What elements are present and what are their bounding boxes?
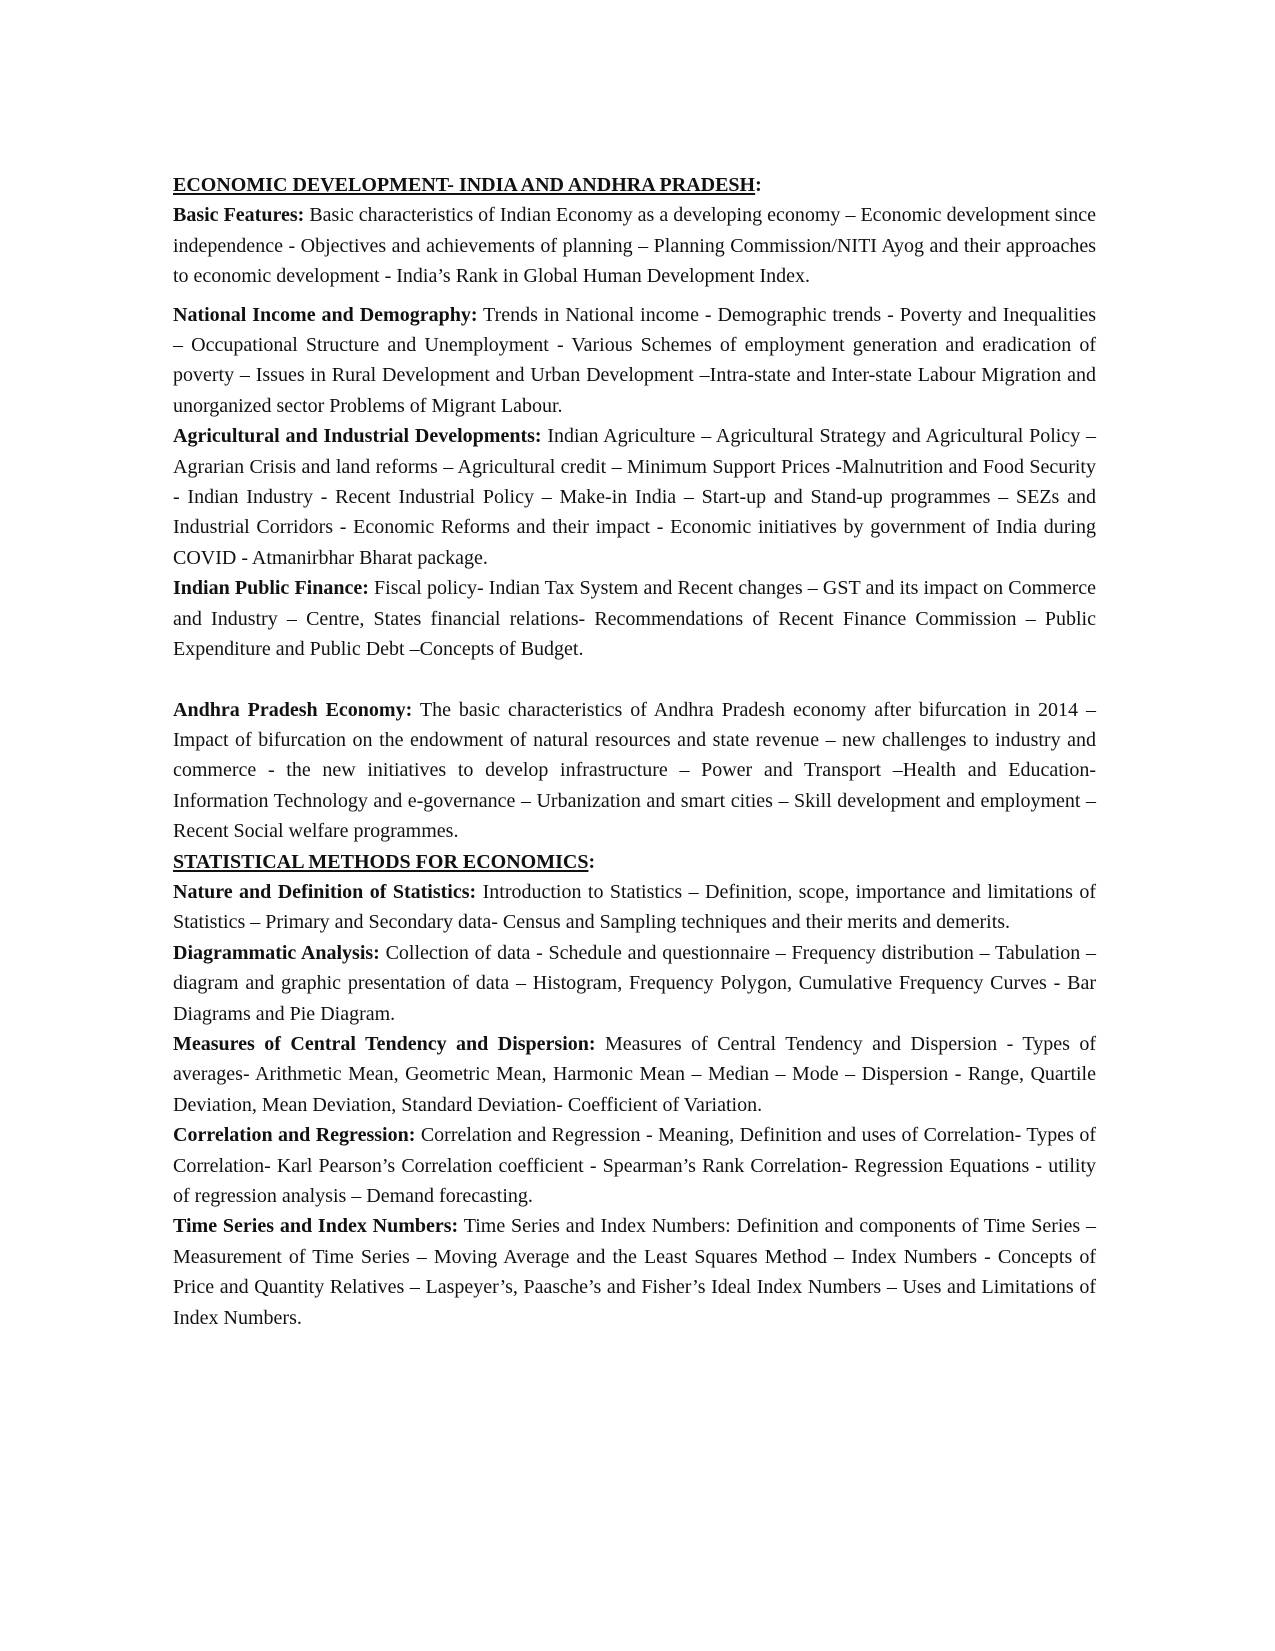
section-heading-text: ECONOMIC DEVELOPMENT- INDIA AND ANDHRA PRADESH [173,174,756,196]
paragraph-agricultural-industrial [173,421,1096,573]
paragraph-text: Indian Agriculture – Agricultural Strategy and Agricultural Policy – Agrarian Crisis and land reforms – Agricultural credit – Minimum Support Prices -Malnutrition and Food Security - Indian Industry - Recent Industrial Policy – Make-in India – Start-up and Stand-up programmes – SEZs and Industrial Corridors - Economic Reforms and their impact - Economic initiatives by government of India during COVID - Atmanirbhar Bharat package. [173,425,1097,569]
paragraph-label: National Income and Demography: [173,303,478,326]
paragraph-time-series-index-numbers [173,1211,1096,1333]
paragraph-diagrammatic-analysis [173,938,1096,1029]
section-heading-economic-development [173,170,1096,200]
section-heading-text: STATISTICAL METHODS FOR ECONOMICS [173,850,589,873]
paragraph-label: Measures of Central Tendency and Dispersion: [173,1032,596,1055]
section-heading-colon: : [588,850,596,873]
paragraph-label: Agricultural and Industrial Developments: [173,425,542,448]
paragraph-label: Nature and Definition of Statistics: [173,880,477,903]
paragraph-label: Correlation and Regression: [173,1124,416,1147]
paragraph-andhra-pradesh-economy [173,695,1096,847]
paragraph-text: Measures of Central Tendency and Dispersion - Types of averages- Arithmetic Mean, Geometric Mean, Harmonic Mean – Median – Mode – Dispersion - Range, Quartile Deviation, Mean Deviation, Standard Deviation- Coefficient of Variation. [173,1032,1096,1116]
paragraph-label: Basic Features: [173,204,305,227]
paragraph-basic-features [173,200,1096,291]
paragraph-text: Introduction to Statistics – Definition, scope, importance and limitations of Statistics – Primary and Secondary data- Census and Sampling techniques and their merits and demerits. [173,880,1097,934]
paragraph-label: Time Series and Index Numbers: [173,1215,459,1238]
paragraph-public-finance [173,573,1096,664]
paragraph-text: The basic characteristics of Andhra Pradesh economy after bifurcation in 2014 – Impact of bifurcation on the endowment of natural resources and state revenue – new challenges to industry and commerce - the new initiatives to develop infrastructure – Power and Transport –Health and Education- Information Technology and e-governance – Urbanization and smart cities – Skill development and employment –Recent Social welfare programmes. [173,698,1096,843]
section-heading-colon: : [755,174,762,196]
paragraph-text: Trends in National income - Demographic trends - Poverty and Inequalities – Occupational Structure and Unemployment - Various Schemes of employment generation and eradication of poverty – Issues in Rural Development and Urban Development –Intra-state and Inter-state Labour Migration and unorganized sector Problems of Migrant Labour. [173,303,1096,417]
paragraph-label: Indian Public Finance: [173,577,369,600]
paragraph-text: Time Series and Index Numbers: Definition and components of Time Series – Measurement of Time Series – Moving Average and the Least Squares Method – Index Numbers - Concepts of Price and Quantity Relatives – Laspeyer’s, Paasche’s and Fisher’s Ideal Index Numbers – Uses and Limitations of Index Numbers. [173,1215,1096,1329]
paragraph-text: Fiscal policy- Indian Tax System and Recent changes – GST and its impact on Commerce and Industry – Centre, States financial relations- Recommendations of Recent Finance Commission – Public Expenditure and Public Debt –Concepts of Budget. [173,577,1096,661]
paragraph-text: Collection of data - Schedule and questionnaire – Frequency distribution – Tabulation – diagram and graphic presentation of data – Histogram, Frequency Polygon, Cumulative Frequency Curves - Bar Diagrams and Pie Diagram. [173,941,1096,1025]
paragraph-text: Correlation and Regression - Meaning, Definition and uses of Correlation- Types of Correlation- Karl Pearson’s Correlation coefficient - Spearman’s Rank Correlation- Regression Equations - utility of regression analysis – Demand forecasting. [173,1124,1096,1207]
paragraph-central-tendency-dispersion [173,1029,1096,1120]
paragraph-label: Andhra Pradesh Economy: [173,698,413,721]
paragraph-text: Basic characteristics of Indian Economy as a developing economy – Economic development since independence - Objectives and achievements of planning – Planning Commission/NITI Ayog and their approaches to economic development - India’s Rank in Global Human Development Index. [173,204,1096,288]
paragraph-correlation-regression [173,1120,1096,1211]
section-heading-statistical-methods [173,847,1096,877]
paragraph-national-income [173,300,1096,422]
syllabus-page [173,170,1096,1333]
paragraph-label: Diagrammatic Analysis: [173,941,380,964]
paragraph-nature-definition-statistics [173,877,1096,938]
